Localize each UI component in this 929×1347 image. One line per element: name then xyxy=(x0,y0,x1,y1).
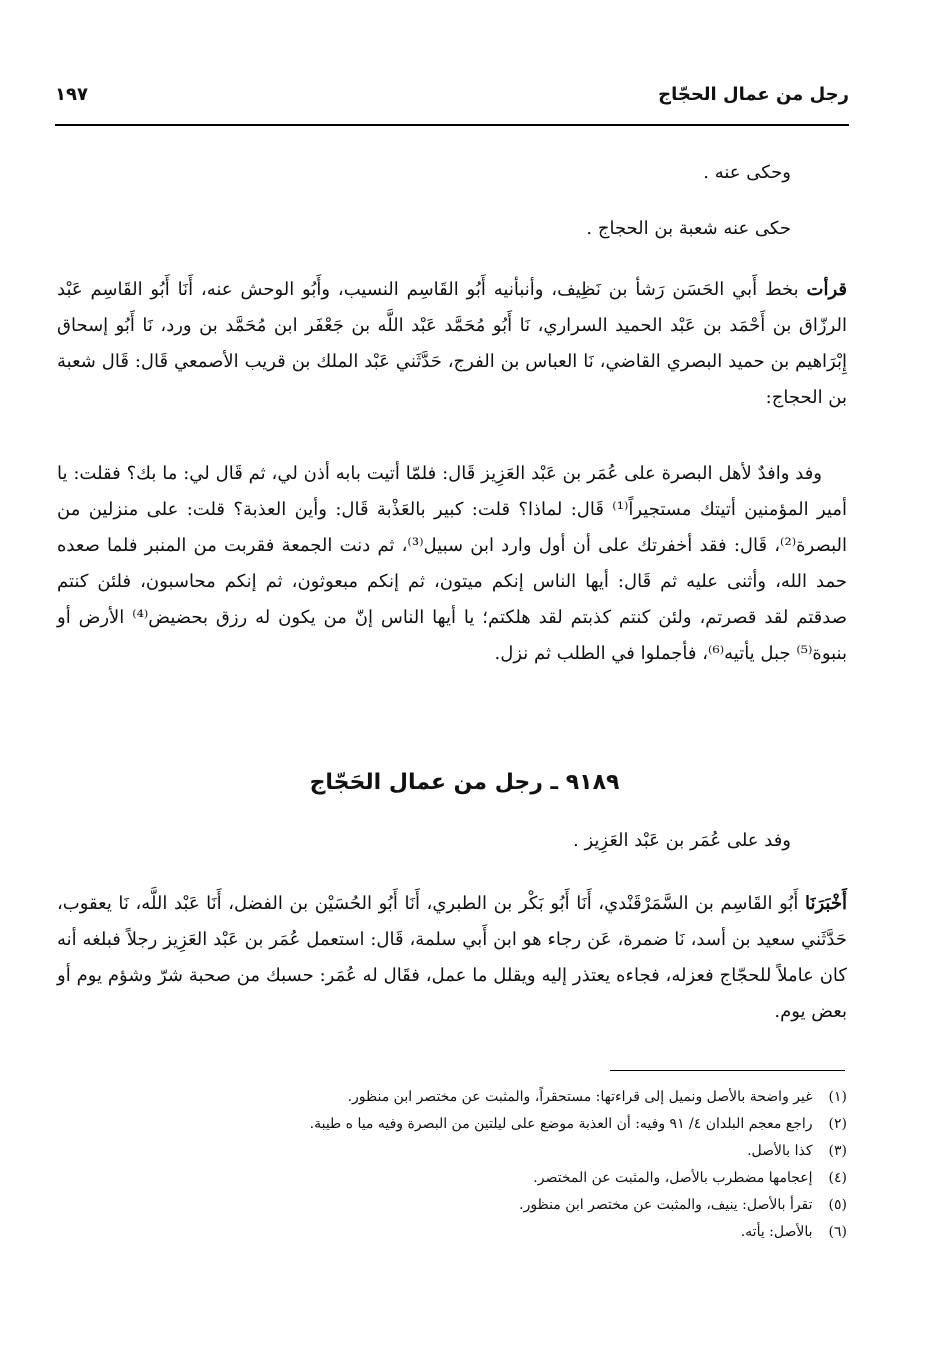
entry-intro: وفد على عُمَر بن عَبْد العَزِيز . xyxy=(573,830,791,851)
page-number: ١٩٧ xyxy=(55,84,88,105)
footnote-5 xyxy=(57,1192,847,1219)
paragraph-isnad-2 xyxy=(57,886,847,1030)
text-line-2: حكى عنه شعبة بن الحجاج . xyxy=(586,218,791,239)
footnote-1 xyxy=(57,1084,847,1111)
footnote-text: بالأصل: يأته. xyxy=(740,1224,813,1240)
footnote-text: راجع معجم البلدان ٤/ ٩١ وفيه: أن العذبة موضع على ليلتين من البصرة وفيه ميا ه طيبة. xyxy=(309,1116,813,1132)
footnote-text: كذا بالأصل. xyxy=(747,1143,813,1159)
text-line-1: وحكى عنه . xyxy=(703,162,791,183)
footnotes xyxy=(57,1084,847,1246)
footnote-number: (١) xyxy=(828,1089,847,1105)
footnote-text: غير واضحة بالأصل ونميل إلى قراءتها: مستحقراً، والمثبت عن مختصر ابن منظور. xyxy=(347,1089,813,1105)
running-title: رجل من عمال الحجّاج xyxy=(658,84,849,105)
paragraph-text: أَبُو القَاسِم بن السَّمَرْقَنْدي، أَنَا أَبُو بَكْر بن الطبري، أَنَا أَبُو الحُسَيْن بن الفضل، أَنَا عَبْد اللَّه، نَا يعقوب، حَدَّثَني سعيد بن أسد، نَا ضمرة، عَن رجاء هو ابن أَبي سلمة، قَال: استعمل عُمَر بن عَبْد العَزِيز رجلاً فبلغه أنه كان عاملاً للحجّاج فعزله، فجاءه يعتذر إليه ويقلل ما عمل، فقَال له عُمَر: حسبك من صحبة شرّ وشؤم يوم أو بعض يوم. xyxy=(57,893,847,1022)
entry-heading: ٩١٨٩ ـ رجل من عمال الحَجّاج xyxy=(309,770,620,795)
footnote-2 xyxy=(57,1111,847,1138)
paragraph-lead-word: قرأت xyxy=(806,279,847,300)
paragraph-isnad-1 xyxy=(57,272,847,416)
footnote-number: (٢) xyxy=(828,1116,847,1132)
paragraph-text: بخط أَبي الحَسَن رَشأ بن نَظِيف، وأنبأنيه أَبُو القَاسِم النسيب، وأَبُو الوحش عنه، أَنَا أَبُو القَاسِم عَبْد الرزّاق بن أَحْمَد بن عَبْد الحميد السراري، نَا أَبُو مُحَمَّد عَبْد اللَّه بن جَعْفَر ابن مُحَمَّد بن ورد، نَا أَبُو إسحاق إِبْرَاهيم بن حميد البصري القاضي، نَا العباس بن الفرج، حَدَّثَني عَبْد الملك بن قريب الأصمعي قَال: قَال شعبة بن الحجاج: xyxy=(57,279,847,408)
paragraph-narration: وفد وافدٌ لأهل البصرة على عُمَر بن عَبْد العَزِيز قَال: فلمّا أتيت بابه أذن لي، ثم قَال لي: ما بك؟ فقلت: يا أمير المؤمنين أتيتك مستجيراً⁽¹⁾ قَال: لماذا؟ قلت: كبير بالعَذْبة قَال: وأين العذبة؟ قلت: على منزلين من البصرة⁽²⁾، قَال: فقد أخفرتك على أن أول وارد ابن سبيل⁽³⁾، ثم دنت الجمعة فقربت من المنبر فلما صعده حمد الله، وأثنى عليه ثم قَال: أيها الناس إنكم ميتون، ثم إنكم مبعوثون، ثم إنكم محاسبون، فلئن كنتم صدقتم لقد قصرتم، ولئن كنتم كذبتم لقد هلكتم؛ يا أيها الناس إنّ من يكون له رزق بحضيض⁽⁴⁾ الأرض أو بنبوة⁽⁵⁾ جبل يأتيه⁽⁶⁾، فأجملوا في الطلب ثم نزل. xyxy=(57,463,847,664)
footnote-text: تقرأ بالأصل: ينيف، والمثبت عن مختصر ابن منظور. xyxy=(519,1197,813,1213)
footnote-number: (٣) xyxy=(828,1143,847,1159)
footnote-number: (٥) xyxy=(828,1197,847,1213)
page-header xyxy=(55,84,849,126)
footnote-text: إعجامها مضطرب بالأصل، والمثبت عن المختصر. xyxy=(533,1170,813,1186)
footnote-number: (٤) xyxy=(828,1170,847,1186)
footnote-divider xyxy=(610,1070,845,1071)
footnote-4 xyxy=(57,1165,847,1192)
paragraph-lead-word: أَخْبَرَنَا xyxy=(805,893,847,914)
footnote-number: (٦) xyxy=(828,1224,847,1240)
footnote-6 xyxy=(57,1219,847,1246)
footnote-3 xyxy=(57,1138,847,1165)
